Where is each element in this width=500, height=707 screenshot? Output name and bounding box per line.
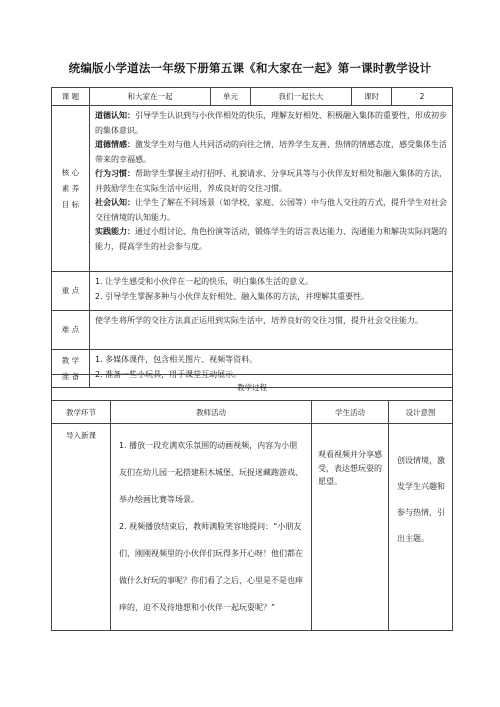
teacher-activity-item: 1. 播放一段充满欢乐氛围的动画视频，内容为小朋友们在幼儿园一起搭建积木城堡、玩捉迷藏跑游戏、举办绘画比赛等场景。 [119, 441, 303, 504]
goal-item [95, 138, 448, 167]
key-points-content [90, 272, 453, 311]
teacher-activity [111, 424, 312, 631]
page-title: 统编版小学道法一年级下册第五课《和大家在一起》第一课时教学设计 [68, 61, 432, 75]
goal-text: 引导学生认识到与小伙伴相处的快乐，理解友好相处、积极融入集体的重要性，形成初步的集体意识。 [95, 111, 447, 135]
header-row [52, 88, 453, 106]
period-value: 2 [392, 88, 453, 106]
period-label: 课时 [352, 88, 392, 106]
prep-label-line: 教 学 [61, 355, 80, 365]
key-point-item: 2. 引导学生掌握多种与小伙伴友好相处、融入集体的方法，并理解其重要性。 [95, 291, 370, 301]
goal-head: 实践能力： [95, 227, 135, 236]
key-points-row [52, 272, 453, 311]
process-row [52, 424, 453, 631]
unit-label: 单元 [211, 88, 251, 106]
goals-label-line: 素 养 [61, 183, 80, 193]
topic-value: 和大家在一起 [90, 88, 211, 106]
goal-head: 社会认知： [95, 198, 135, 207]
prep-item: 1. 多媒体课件，包含相关图片、视频等资料。 [95, 355, 258, 364]
goal-head: 道德认知： [95, 111, 135, 120]
goal-head: 行为习惯： [95, 169, 135, 178]
prep-label-line: 准 备 [61, 371, 80, 381]
goal-item [95, 109, 448, 138]
topic-label: 课 题 [52, 88, 90, 106]
unit-value: 我们一起长大 [251, 88, 352, 106]
col-stage-header: 教学环节 [52, 401, 111, 424]
goal-text: 帮助学生掌握主动打招呼、礼貌请求、分享玩具等与小伙伴友好相处和融入集体的方法，并鼓励学生在实际生活中运用，养成良好的交往习惯。 [95, 169, 447, 193]
prep-item: 2. 准备一些小玩具，用于课堂互动展示。 [95, 369, 242, 379]
teacher-activity-item: 2. 视频播放结束后，教师满脸笑容地提问：“小朋友们，刚刚视频里的小伙伴们玩得多开心呀！他们都在做什么好玩的事呢？你们看了之后，心里是不是也痒痒的，迫不及待地想和小伙伴一起玩耍呢？” [119, 522, 303, 612]
key-point-item: 1. 让学生感受和小伙伴在一起的快乐，明白集体生活的意义。 [95, 277, 314, 286]
key-points-label: 重 点 [52, 272, 90, 311]
process-header-row [52, 401, 453, 424]
lesson-info-table [51, 87, 453, 388]
goals-label-line: 目 标 [61, 199, 80, 209]
process-table [51, 374, 453, 631]
goal-text: 让学生了解在不同场景（如学校、家庭、公园等）中与他人交往的方式，提升学生对社会交往情境的认知能力。 [95, 198, 447, 222]
goal-item [95, 196, 448, 225]
process-title-row [52, 375, 453, 401]
col-student-header: 学生活动 [312, 401, 389, 424]
student-activity: 观看视频并分享感受，表达想玩耍的愿望。 [312, 424, 389, 631]
stage-cell: 导入新课 [52, 424, 111, 631]
process-title: 教学过程 [52, 375, 453, 401]
goal-item [95, 225, 448, 254]
difficulty-content: 使学生将所学的交往方法真正运用到实际生活中，培养良好的交往习惯，提升社会交往能力。 [90, 311, 453, 350]
goal-text: 通过小组讨论、角色扮演等活动，锻炼学生的语言表达能力、沟通能力和解决实际问题的能力，提高学生的社会参与度。 [95, 227, 447, 251]
design-intent: 创设情境，激发学生兴趣和参与热情，引出主题。 [389, 424, 453, 631]
goals-content [90, 106, 453, 272]
goal-item [95, 167, 448, 196]
difficulty-row [52, 311, 453, 350]
difficulty-label: 难 点 [52, 311, 90, 350]
col-intent-header: 设计意图 [389, 401, 453, 424]
goal-text: 激发学生对与他人共同活动的向往之情，培养学生友善、热情的情感态度，感受集体生活带来的幸福感。 [95, 140, 447, 164]
goals-label [52, 106, 90, 272]
goals-label-line: 核 心 [61, 167, 80, 177]
col-teacher-header: 教师活动 [111, 401, 312, 424]
goal-head: 道德情感： [95, 140, 135, 149]
goals-row [52, 106, 453, 272]
